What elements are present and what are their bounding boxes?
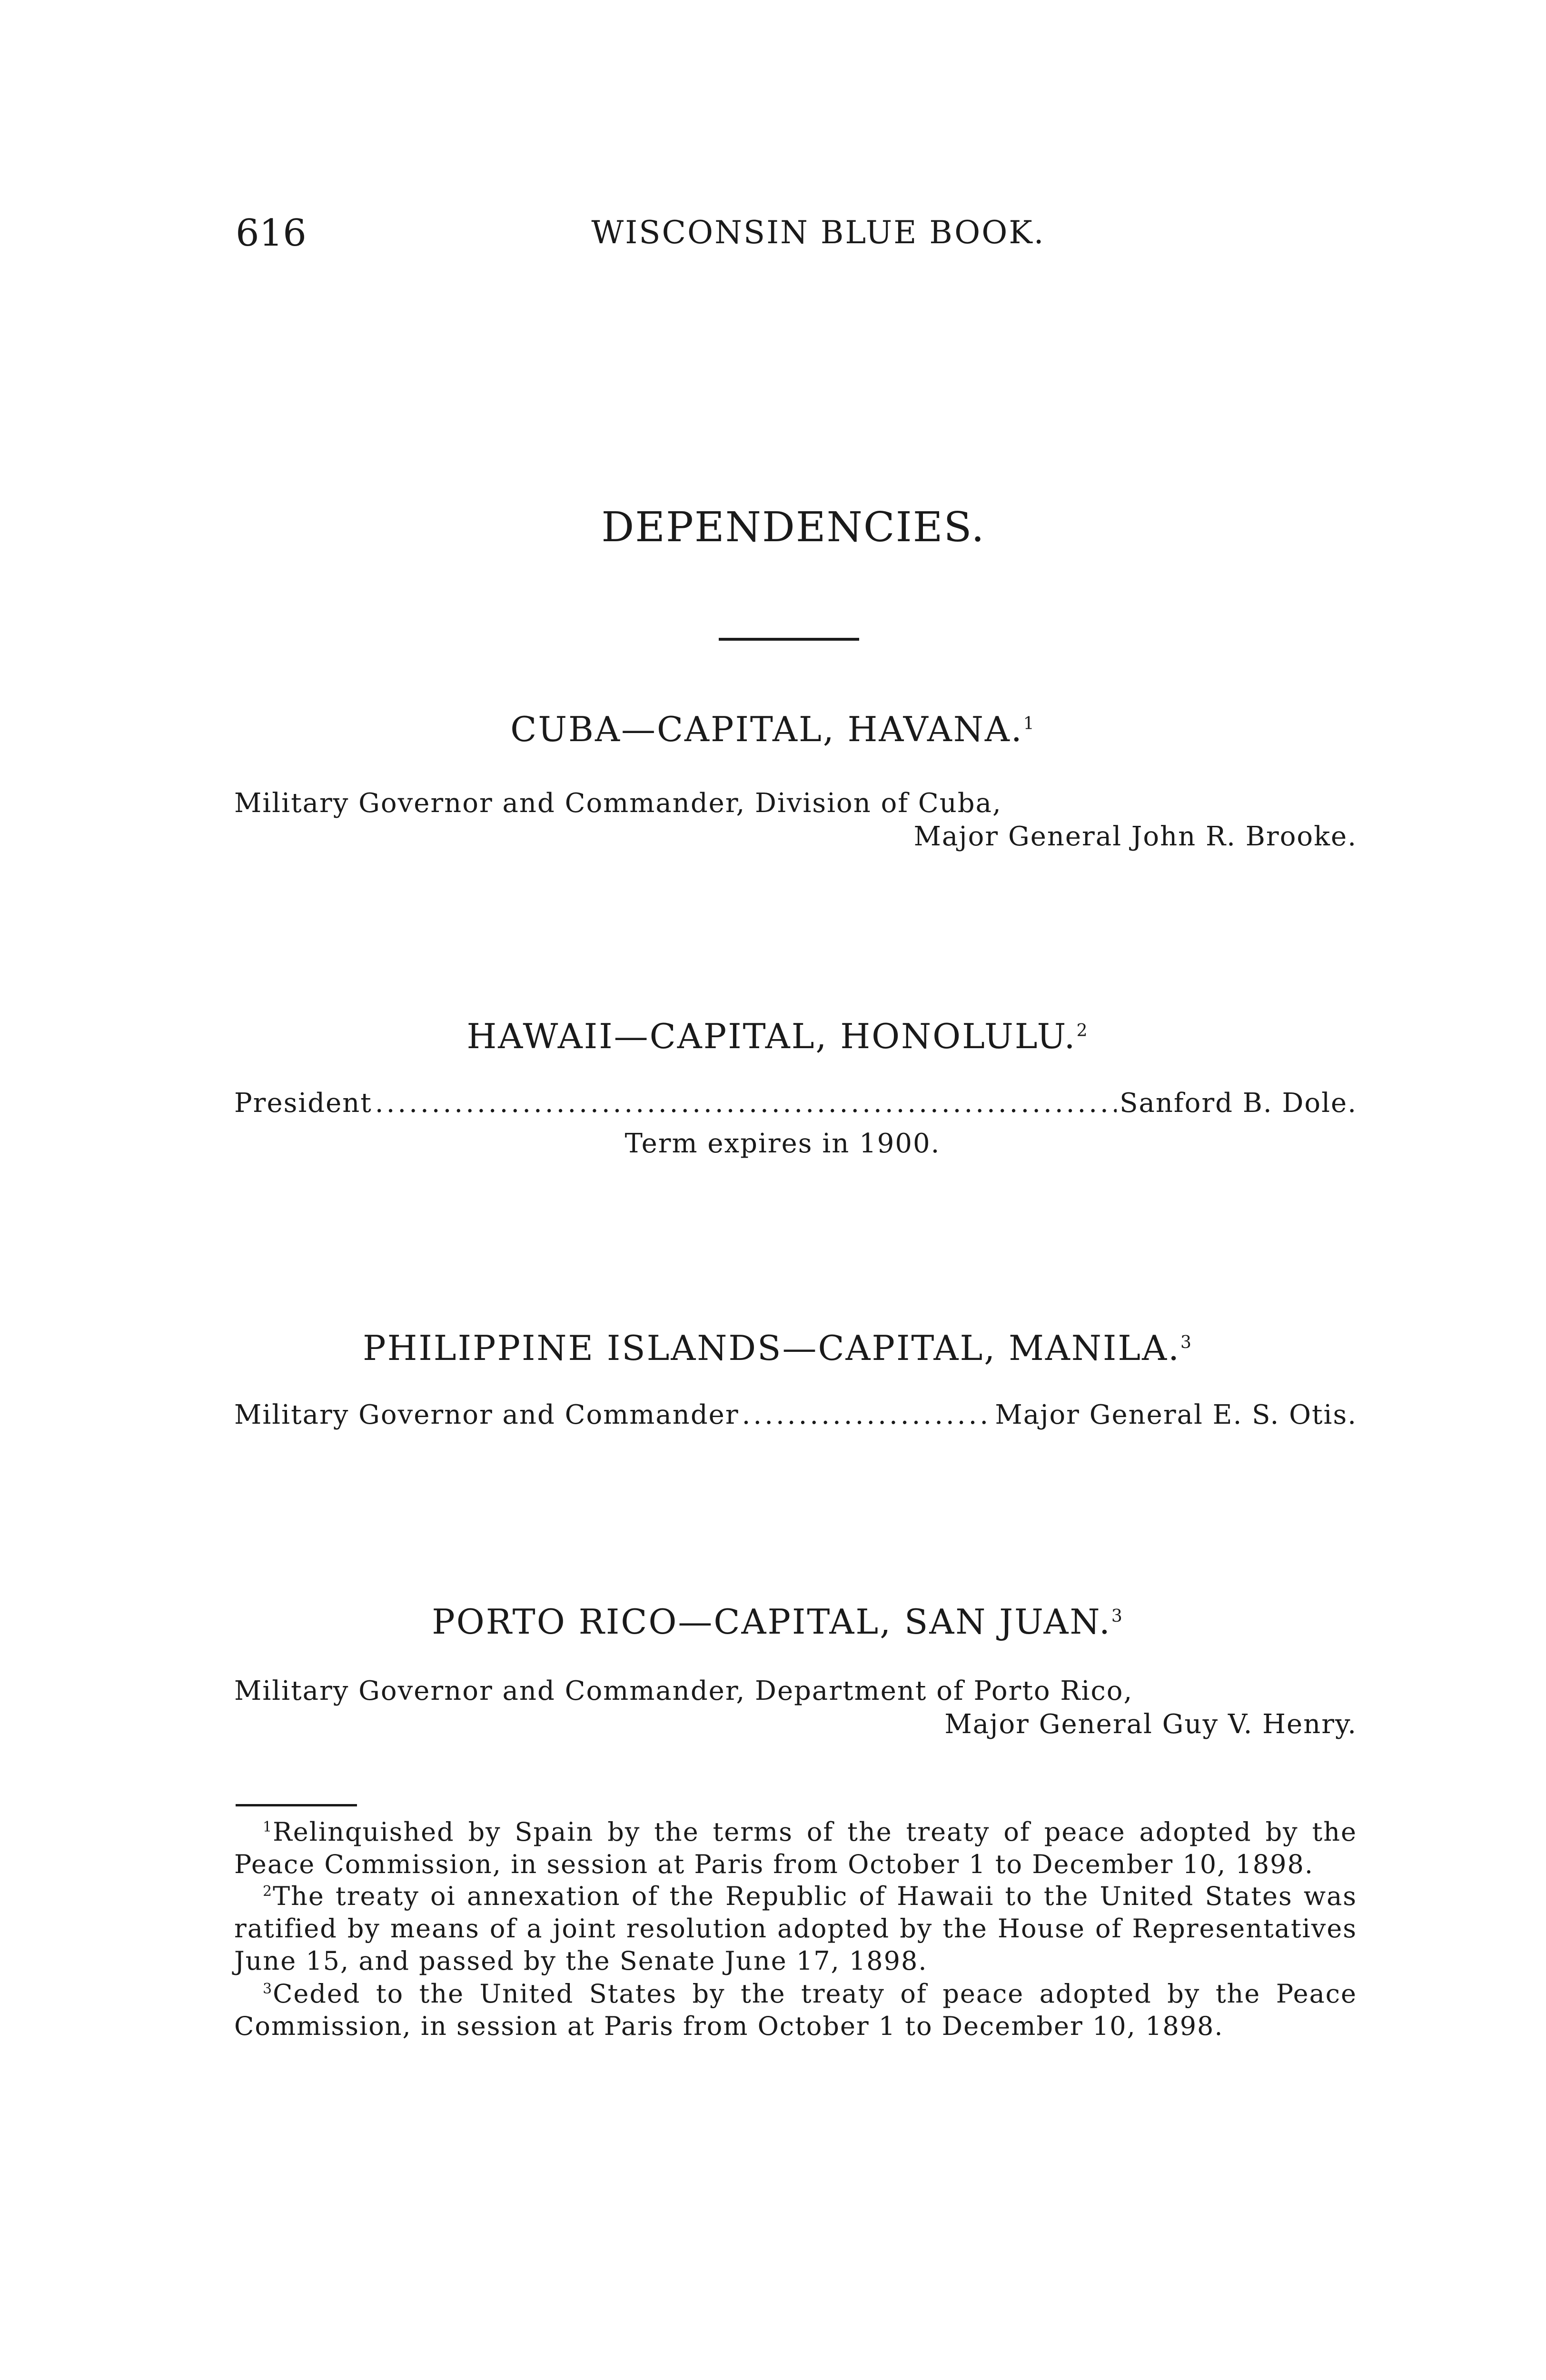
cuba-holder: Major General John R. Brooke.	[913, 821, 1357, 852]
footnote-rule	[236, 1804, 357, 1806]
cuba-note-mark: 1	[1023, 714, 1036, 734]
footnote-mark: 2	[263, 1883, 273, 1900]
philippines-office-row	[234, 1399, 1357, 1430]
dot-leader	[742, 1399, 992, 1430]
page-number: 616	[236, 212, 307, 255]
running-title: WISCONSIN BLUE BOOK.	[591, 214, 1045, 251]
hawaii-holder: Sanford B. Dole.	[1120, 1088, 1357, 1119]
philippines-note-mark: 3	[1180, 1333, 1193, 1352]
porto-rico-heading-text: PORTO RICO—CAPITAL, SAN JUAN.	[432, 1602, 1111, 1642]
porto-rico-note-mark: 3	[1111, 1606, 1124, 1626]
footnote-text: The treaty oi annexation of the Republic of Hawaii to the United States was ratified by means of a joint resolution adopted by the House of Representatives June 15, and passed by the Senate June 17, 1898.	[234, 1881, 1357, 1976]
cuba-heading-text: CUBA—CAPITAL, HAVANA.	[510, 709, 1023, 749]
philippines-holder: Major General E. S. Otis.	[995, 1399, 1357, 1430]
hawaii-office: President	[234, 1088, 372, 1119]
section-title: DEPENDENCIES.	[601, 504, 985, 551]
porto-rico-office: Military Governor and Commander, Department of Porto Rico,	[234, 1676, 1133, 1706]
porto-rico-heading	[0, 1602, 1546, 1642]
footnote-1	[234, 1816, 1357, 1881]
footnote-text: Ceded to the United States by the treaty of peace adopted by the Peace Commission, in session at Paris from October 1 to December 10, 1898.	[234, 1979, 1357, 2041]
hawaii-heading	[0, 1016, 1546, 1056]
hawaii-term: Term expires in 1900.	[624, 1128, 941, 1159]
hawaii-office-row	[234, 1088, 1357, 1119]
footnote-2	[234, 1880, 1357, 1977]
title-rule	[719, 638, 859, 641]
philippines-heading-text: PHILIPPINE ISLANDS—CAPITAL, MANILA.	[363, 1328, 1180, 1368]
footnote-text: Relinquished by Spain by the terms of the treaty of peace adopted by the Peace Commission, in session at Paris from October 1 to December 10, 1898.	[234, 1817, 1357, 1879]
footnote-mark: 3	[263, 1981, 273, 1997]
philippines-office: Military Governor and Commander	[234, 1399, 739, 1430]
hawaii-heading-text: HAWAII—CAPITAL, HONOLULU.	[466, 1016, 1077, 1056]
cuba-office: Military Governor and Commander, Division of Cuba,	[234, 788, 1002, 819]
cuba-heading	[0, 709, 1546, 749]
porto-rico-holder: Major General Guy V. Henry.	[944, 1709, 1357, 1740]
hawaii-note-mark: 2	[1076, 1021, 1089, 1041]
philippines-heading	[0, 1328, 1546, 1368]
footnote-3	[234, 1978, 1357, 2043]
footnote-mark: 1	[263, 1819, 273, 1835]
dot-leader	[375, 1088, 1117, 1119]
